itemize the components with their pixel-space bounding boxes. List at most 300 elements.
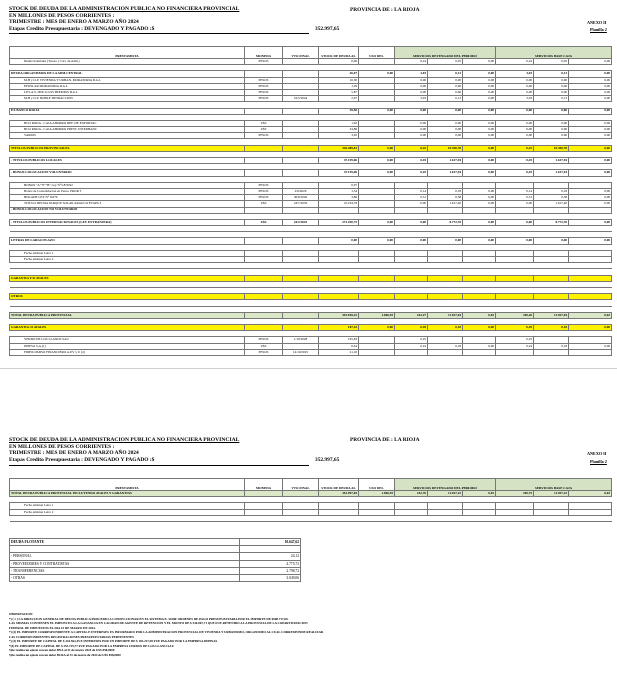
row-cell-stock: 352.997,65 xyxy=(319,491,359,497)
floating-debt-value: 2.798,72 xyxy=(240,567,301,574)
row-label: DIPPSA S.A.(1) xyxy=(10,343,245,349)
row-cell-b: 1.617,94 xyxy=(428,170,463,176)
row-cell-d: 0,49 xyxy=(496,325,534,331)
row-cell-stock: 26,07 xyxy=(319,71,359,77)
row-cell-stock: 352.818,22 xyxy=(319,312,359,318)
row-cell-a: 0,24 xyxy=(395,59,428,65)
row-cell-e: 0,18 xyxy=(534,188,569,194)
row-cell-e: 0,13 xyxy=(534,96,569,102)
row-cell-c: 0,00 xyxy=(463,238,496,244)
row-label: Fecha emision Letra 1 xyxy=(10,250,245,256)
empty-cell xyxy=(463,515,496,521)
observation-line: *) ( 1 ) LA DIRECCION GENERAL DE DEUDA PUBLICA PROCEDIO A CONFECCIONAR EN EL SISTEMA E- SIDIF ORDENES DE PAGO PRESUPUESTARIA POR EL IMPORTE DE $608.717,00. xyxy=(9,616,289,621)
row-label: M.H y O.P. VIVIENDA Y URBAN. MORATORIA D.G.I. xyxy=(10,77,245,83)
row-cell-due: 14/10/2025 xyxy=(283,349,319,355)
row-cell-stock: 273.290,75 xyxy=(319,219,359,225)
row-cell-d: 0,45 xyxy=(496,170,534,176)
row-cell-d: 0,00 xyxy=(496,89,534,95)
row-label: LETRAS DE LARGO PLAZO xyxy=(10,238,245,244)
row-cell-f: 0,00 xyxy=(569,145,612,151)
table-header-row xyxy=(10,47,612,59)
row-cell-e: 0,13 xyxy=(534,71,569,77)
row-cell-b: 0,05 xyxy=(428,59,463,65)
row-label: TOTAL DEUDA PUBLICA PROVINCIAL INCLUYENDO AVALES Y GARANTIAS xyxy=(10,491,245,497)
row-cell-use: 0,00 xyxy=(359,71,395,77)
row-cell-f: 0,00 xyxy=(569,195,612,201)
row-cell-b: 0,13 xyxy=(428,96,463,102)
row-cell-a: 0,00 xyxy=(395,108,428,114)
row-cell-e: 10.390,78 xyxy=(534,145,569,151)
row-cell-stock: 0,44 xyxy=(319,343,359,349)
header-currency-2: MONEDA xyxy=(245,479,283,491)
row-cell-a xyxy=(395,349,428,355)
row-cell-f: 0,00 xyxy=(569,96,612,102)
floating-debt-table xyxy=(9,538,301,582)
row-cell-f: 0,00 xyxy=(569,59,612,65)
row-cell-e: 11.027,04 xyxy=(534,312,569,318)
row-cell-c: 0,00 xyxy=(463,343,496,349)
row-cell-c: 0,00 xyxy=(463,120,496,126)
row-cell-f xyxy=(569,349,612,355)
row-cell-a: 0,00 xyxy=(395,77,428,83)
debt-table xyxy=(9,46,612,356)
row-cell-b: 0,38 xyxy=(428,195,463,201)
row-label: TITULO DEUDA PARQUE SOLAR ARAUCO ETAPA 3 xyxy=(10,201,245,207)
row-cell-stock: 1,34 xyxy=(319,188,359,194)
row-cell-f: 0,00 xyxy=(569,108,612,114)
row-cell-stock: 187,43 xyxy=(319,325,359,331)
title-divider-2 xyxy=(9,465,309,466)
row-label: GARANTIA /O AVALES xyxy=(10,325,245,331)
row-cell-stock: 21,16 xyxy=(319,349,359,355)
header-accrued-services-2: SERVICIOS DEVENGADO DEL PERIODO xyxy=(395,479,496,491)
row-label: GARANTIA Y/O AVALES xyxy=(10,275,245,281)
sheet-label-2: Planilla 2 xyxy=(590,459,607,464)
row-label: YERDO DE LOS LLANOS SAU xyxy=(10,337,245,343)
header-currency: MONEDA xyxy=(245,47,283,59)
currency-subtitle-2: EN MILLONES DE PESOS CORRIENTES : xyxy=(9,444,115,450)
row-cell-f: 0,00 xyxy=(569,89,612,95)
row-cell-f: 0,02 xyxy=(569,312,612,318)
row-cell-f: 0,00 xyxy=(569,77,612,83)
table-header-row-2 xyxy=(10,479,612,491)
empty-cell xyxy=(569,515,612,521)
row-cell-c: 0,00 xyxy=(463,59,496,65)
row-cell-due: 1/10/2028 xyxy=(283,337,319,343)
stage-total: 352.997,65 xyxy=(315,26,340,32)
table-row xyxy=(10,349,612,355)
header-use: USO DEL xyxy=(359,47,395,59)
row-cell-use: 0,00 xyxy=(359,170,395,176)
row-cell-cur: U$S xyxy=(245,201,283,207)
row-cell-f: 0,00 xyxy=(569,170,612,176)
row-cell-d: 0,00 xyxy=(496,120,534,126)
row-cell-use: 0,00 xyxy=(359,238,395,244)
observation-line: 5)Se realiza un ajuste con un dolar BCRA al 31 de marzo de 2024 de U$S 858,0000 xyxy=(9,652,121,657)
row-cell-a: 0,14 xyxy=(395,188,428,194)
row-cell-use: 0,00 xyxy=(359,108,395,114)
row-cell-e: 0,00 xyxy=(534,238,569,244)
row-cell-stock: 0,00 xyxy=(319,238,359,244)
row-cell-b: 0,00 xyxy=(428,238,463,244)
row-cell-b: 11.027,04 xyxy=(428,312,463,318)
row-cell-c: 0,00 xyxy=(463,219,496,225)
row-cell-d xyxy=(496,349,534,355)
row-cell-cur: PESOS xyxy=(245,96,283,102)
row-cell-d: 0,45 xyxy=(496,145,534,151)
empty-cell xyxy=(319,515,359,521)
observation-line: 5)Se realiza un ajuste con un dolar BNA al 31 de marzo 2024 de U$S 858,0000 xyxy=(9,648,115,652)
row-cell-use: 0,00 xyxy=(359,219,395,225)
row-cell-c: 0,00 xyxy=(463,325,496,331)
row-cell-stock: 1,29 xyxy=(319,83,359,89)
row-cell-cur: U$S xyxy=(245,343,283,349)
observations-list xyxy=(9,617,609,658)
row-cell-a: 0,00 xyxy=(395,83,428,89)
row-cell-f: 0,00 xyxy=(569,71,612,77)
stage-total-2: 352.997,65 xyxy=(315,457,340,463)
row-cell-a: 0,00 xyxy=(395,238,428,244)
header-due: VTO FINAL xyxy=(283,47,319,59)
row-label: TOTAL DEUDA PUBLICA PROVINCIAL xyxy=(10,312,245,318)
row-cell-e: 0,00 xyxy=(534,77,569,83)
empty-cell xyxy=(245,515,283,521)
row-label: DEUDA ORGANISMOS DE LA ADM.CENTRAL xyxy=(10,71,245,77)
row-cell-due: 30/6/2026 xyxy=(283,195,319,201)
row-cell-cur: PESOS xyxy=(245,182,283,188)
row-cell-f: 0,00 xyxy=(569,188,612,194)
row-cell-cur: PESOS xyxy=(245,77,283,83)
floating-debt-value: 4.775,72 xyxy=(240,560,301,567)
row-cell-d: 3,03 xyxy=(496,71,534,77)
row-cell-cur: PESOS xyxy=(245,89,283,95)
row-label: VARIOS xyxy=(10,133,245,139)
row-cell-b: 0,00 xyxy=(428,127,463,133)
row-cell-e: 0,00 xyxy=(534,108,569,114)
observations-title: OBSERVACION: xyxy=(9,612,34,616)
row-cell-b xyxy=(428,349,463,355)
floating-debt-title-row xyxy=(10,539,301,546)
floating-debt-row xyxy=(10,553,301,560)
period-subtitle: TRIMESTRE : MES DE ENERO A MARZO AÑO 2024 xyxy=(9,19,139,25)
annex-label-2: ANEXO II xyxy=(587,451,607,456)
header-lender: PRESTAMISTA xyxy=(10,47,245,59)
title-divider xyxy=(9,33,309,34)
row-label: Deuda Salariales (Tesoro y Ctrl. de Adm.) xyxy=(10,59,245,65)
row-cell-a: 0,45 xyxy=(395,145,428,151)
floating-debt-total: 10.647,62 xyxy=(240,539,301,546)
row-cell-a: 0,45 xyxy=(395,158,428,164)
row-cell-cur: PESOS xyxy=(245,133,283,139)
row-cell-stock: 5,87 xyxy=(319,89,359,95)
row-label: BCO RIOJA - CAJA AHORRO PREST. INTERBANC xyxy=(10,127,245,133)
row-cell-a: 0,45 xyxy=(395,170,428,176)
row-cell-e: 0,00 xyxy=(534,89,569,95)
row-cell-cur: PESOS xyxy=(245,337,283,343)
table-row xyxy=(10,515,612,521)
row-cell-b: 0,18 xyxy=(428,188,463,194)
row-cell-b: 0,00 xyxy=(428,120,463,126)
row-cell-e: 0,05 xyxy=(534,59,569,65)
stage-label-2: Etapas Credito Presupuestaria : DEVENGADO Y PAGADO :$ xyxy=(9,457,155,463)
row-cell-f: 0,00 xyxy=(569,343,612,349)
row-cell-a: 0,25 xyxy=(395,337,428,343)
row-cell-a: 242,76 xyxy=(395,491,428,497)
header-lender-2: PRESTAMISTA xyxy=(10,479,245,491)
row-cell-d: 0,00 xyxy=(496,127,534,133)
row-cell-b: 0,18 xyxy=(428,343,463,349)
row-label: TITULOS PUBLICOS PROVINCIALES xyxy=(10,145,245,151)
debt-summary-body xyxy=(10,491,612,522)
row-cell-f: 0,02 xyxy=(569,491,612,497)
row-cell-b: 0,00 xyxy=(428,89,463,95)
header-stock-2: STOCK DE DEUDA AL xyxy=(319,479,359,491)
row-label: M.H y O.P. DOBLE DETRACCION xyxy=(10,96,245,102)
row-cell-c: 0,00 xyxy=(463,145,496,151)
row-cell-e: 11.027,22 xyxy=(534,491,569,497)
row-cell-d: 0,00 xyxy=(496,83,534,89)
row-label: Fecha emision Letra 1 xyxy=(10,503,245,509)
row-cell-b: 10.390,78 xyxy=(428,145,463,151)
row-cell-cur: U$S xyxy=(245,120,283,126)
row-label: - TITULOS PUBLICOS INTERNACIONALES (LEY EXTRANJERA) xyxy=(10,219,245,225)
row-cell-b: 1.617,40 xyxy=(428,201,463,207)
row-cell-b: 0,00 xyxy=(428,83,463,89)
annex-label: ANEXO II xyxy=(587,20,607,25)
empty-cell xyxy=(534,515,569,521)
row-cell-d: 0,00 xyxy=(496,201,534,207)
header-accrued-services: SERVICIOS DEVENGADO DEL PERIODO xyxy=(395,47,496,59)
row-cell-e: 1.617,94 xyxy=(534,158,569,164)
header-use-2: USO DEL xyxy=(359,479,395,491)
row-cell-cur: PESOS xyxy=(245,349,283,355)
floating-debt-label: - PERSONAL xyxy=(10,553,240,560)
row-cell-b: 0,13 xyxy=(428,71,463,77)
row-cell-f: 0,00 xyxy=(569,201,612,207)
row-cell-e: 0,18 xyxy=(534,343,569,349)
row-cell-c: 0,00 xyxy=(463,201,496,207)
row-cell-c: 0,00 xyxy=(463,158,496,164)
row-cell-d: 240,26 xyxy=(496,312,534,318)
empty-cell xyxy=(395,515,428,521)
row-cell-stock: 320.489,81 xyxy=(319,145,359,151)
row-label: Bonos de Consolidacion en Pesos. PROR 3 xyxy=(10,188,245,194)
period-subtitle-2: TRIMESTRE : MES DE ENERO A MARZO AÑO 2024 xyxy=(9,450,139,456)
row-cell-stock: 34,89 xyxy=(319,127,359,133)
floating-debt-title: DEUDA FLOTANTE xyxy=(10,539,240,546)
observation-line: LAS CORRESPONDIENTES REGISTRACIONES PRESUPUESTARIAS PERTINENTES xyxy=(9,634,135,639)
row-cell-due: 24/2/2025 xyxy=(283,219,319,225)
row-cell-e: 8.772,76 xyxy=(534,219,569,225)
row-cell-f: 0,00 xyxy=(569,238,612,244)
empty-cell xyxy=(428,515,463,521)
row-cell-cur: U$S xyxy=(245,219,283,225)
sheet-label: Planilla 2 xyxy=(590,27,607,32)
row-cell-use: 1.066,55 xyxy=(359,312,395,318)
row-cell-cur: PESOS xyxy=(245,59,283,65)
row-cell-d: 0,00 xyxy=(496,77,534,83)
empty-cell xyxy=(496,515,534,521)
row-cell-due: 2/6/2026 xyxy=(283,188,319,194)
row-cell-e: 0,38 xyxy=(534,195,569,201)
row-label: - BONOS COLOCACION NO VOLUNTARIO xyxy=(10,207,245,213)
row-cell-b: 8.772,76 xyxy=(428,219,463,225)
row-cell-d: 3,03 xyxy=(496,96,534,102)
observations xyxy=(9,612,609,657)
page-title-2: STOCK DE DEUDA DE LA ADMINISTRACION PUBLICA NO FINANCIERA PROVINCIAL xyxy=(9,437,240,443)
row-cell-c: 0,00 xyxy=(463,83,496,89)
floating-debt-label xyxy=(10,546,240,553)
row-cell-e: 0,00 xyxy=(534,83,569,89)
row-cell-c: 0,00 xyxy=(463,89,496,95)
observation-line: *) (3) EL IMPORTE DE CAPITAL DE $ 244.562,45 E INTERESES POR UN IMPORTE DE $ 182.217,58 FUE PAGADO POR LA EMPRESA DIPPSAS xyxy=(9,639,218,643)
row-cell-stock: 3,86 xyxy=(319,195,359,201)
row-cell-stock: 47.194,79 xyxy=(319,201,359,207)
row-cell-d: 0,45 xyxy=(496,158,534,164)
page-gap xyxy=(0,368,617,437)
row-cell-f: 0,00 xyxy=(569,127,612,133)
row-cell-use xyxy=(359,349,395,355)
floating-debt-value: 24,12 xyxy=(240,553,301,560)
row-cell-e: 0,00 xyxy=(534,133,569,139)
row-cell-due: 18/7/2032 xyxy=(283,201,319,207)
row-cell-use: 0,00 xyxy=(359,145,395,151)
stage-label: Etapas Credito Presupuestaria : DEVENGADO Y PAGADO :$ xyxy=(9,26,155,32)
row-cell-e: 1.617,40 xyxy=(534,201,569,207)
row-cell-c: 0,02 xyxy=(463,312,496,318)
row-cell-a: 0,00 xyxy=(395,120,428,126)
empty-cell xyxy=(359,515,395,521)
row-cell-c: 0,00 xyxy=(463,127,496,133)
header-due-2: VTO FINAL xyxy=(283,479,319,491)
row-label: Fecha emision Letra 2 xyxy=(10,257,245,263)
row-cell-d: 0,00 xyxy=(496,133,534,139)
row-label: EX BANCO RIOJA xyxy=(10,108,245,114)
row-cell-use: 0,00 xyxy=(359,325,395,331)
row-cell-e: 0,00 xyxy=(534,120,569,126)
row-cell-f: 0,00 xyxy=(569,133,612,139)
floating-debt-row xyxy=(10,567,301,574)
row-cell-a: 0,00 xyxy=(395,201,428,207)
row-cell-stock: 39,56 xyxy=(319,108,359,114)
currency-subtitle: EN MILLONES DE PESOS CORRIENTES : xyxy=(9,13,115,19)
row-cell-cur: PESOS xyxy=(245,188,283,194)
row-cell-f: 0,00 xyxy=(569,219,612,225)
row-cell-stock: 16,30 xyxy=(319,77,359,83)
observation-line: *(4) EL IMPORTE DE CAPITAL DE $ 253.729,77 FUE PAGADO POR LA EMPRESA CERDOS DE LOS LLANO SAU xyxy=(9,643,174,648)
row-cell-due: 16/5/2024 xyxy=(283,96,319,102)
floating-debt-label: - PROVEEDORES Y CONTRATISTAS xyxy=(10,560,240,567)
row-label: OTROS xyxy=(10,294,245,300)
row-cell-e: 1.617,94 xyxy=(534,170,569,176)
row-cell-f: 0,00 xyxy=(569,325,612,331)
row-cell-e: 0,00 xyxy=(534,127,569,133)
floating-debt-row xyxy=(10,574,301,581)
row-cell-b: 1.617,94 xyxy=(428,158,463,164)
row-cell-c: 0,00 xyxy=(463,71,496,77)
page-title: STOCK DE DEUDA DE LA ADMINISTRACION PUBLICA NO FINANCIERA PROVINCIAL xyxy=(9,6,240,12)
row-cell-a: 0,00 xyxy=(395,133,428,139)
row-cell-a: 242,27 xyxy=(395,312,428,318)
row-cell-stock: 47.199,06 xyxy=(319,158,359,164)
floating-debt-value xyxy=(240,546,301,553)
floating-debt-body xyxy=(10,546,301,582)
debt-summary-table xyxy=(9,478,612,522)
header-stock: STOCK DE DEUDA AL xyxy=(319,47,359,59)
floating-debt-label: - OTRAS xyxy=(10,574,240,581)
row-cell-stock: 47.199,06 xyxy=(319,170,359,176)
row-cell-stock: 0,00 xyxy=(319,59,359,65)
floating-debt-label: - TRANSFERENCIAS xyxy=(10,567,240,574)
row-cell-c: 0,02 xyxy=(463,491,496,497)
province-label-2: PROVINCIA DE : LA RIOJA xyxy=(350,437,420,443)
row-cell-c: 0,00 xyxy=(463,77,496,83)
row-label: BOCADE LEY N° 8.679 xyxy=(10,195,245,201)
row-cell-cur: U$S xyxy=(245,127,283,133)
row-cell-stock: 0,07 xyxy=(319,182,359,188)
row-cell-d: 0,25 xyxy=(496,337,534,343)
row-cell-d: 0,31 xyxy=(496,195,534,201)
row-cell-f: 0,00 xyxy=(569,83,612,89)
row-cell-c xyxy=(463,349,496,355)
row-cell-a: 0,00 xyxy=(395,127,428,133)
row-cell-e xyxy=(534,349,569,355)
observation-line: LAS MISMAS CONTIENEN EL IMPUESTO A LA GANANCIA EN CALIDAD DE AGENTE DE RETENCION Y EL MONTO DE $ 530.067,71 QUE FUE RETENIDO A LA PROVINCIA DE LA COPARTICIPACION xyxy=(9,621,308,625)
row-cell-d: 0,00 xyxy=(496,108,534,114)
row-cell-use: 0,00 xyxy=(359,158,395,164)
floating-debt-row xyxy=(10,546,301,553)
row-label: FIDEICOMISO FINANCIERO A.P.V y U (2) xyxy=(10,349,245,355)
row-cell-stock: 165,83 xyxy=(319,337,359,343)
row-cell-c: 0,00 xyxy=(463,96,496,102)
row-cell-a: 0,49 xyxy=(395,325,428,331)
row-cell-a: 3,03 xyxy=(395,71,428,77)
header-cash-services: SERVICIOS BASE CAJA xyxy=(496,47,612,59)
row-cell-b: 0,00 xyxy=(428,108,463,114)
row-cell-a: 0,31 xyxy=(395,195,428,201)
row-cell-c: 0,00 xyxy=(463,133,496,139)
row-cell-c: 0,00 xyxy=(463,195,496,201)
row-cell-d: 240,75 xyxy=(496,491,534,497)
row-cell-d: 0,24 xyxy=(496,343,534,349)
row-cell-use: 1.066,55 xyxy=(359,491,395,497)
row-cell-b: 0,00 xyxy=(428,133,463,139)
floating-debt-value: 3.049,06 xyxy=(240,574,301,581)
row-cell-c: 0,00 xyxy=(463,108,496,114)
row-cell-b: 11.027,22 xyxy=(428,491,463,497)
row-cell-b: 0,00 xyxy=(428,77,463,83)
row-label: BONOS "A""E""B" Ley N°5.876/92 xyxy=(10,182,245,188)
observation-line: FEDERAL DE IMPUESTOS EL DIA 15 DE MARZO DE 2024. xyxy=(9,625,96,630)
row-label: BCO RIOJA - CAJA AHORRO REF. DE EXPORTAC xyxy=(10,120,245,126)
empty-cell xyxy=(10,515,245,521)
row-cell-a: 0,24 xyxy=(395,343,428,349)
row-cell-a: 0,00 xyxy=(395,89,428,95)
row-label: - BONOS COLOCACION VOLUNTARIO xyxy=(10,170,245,176)
row-label: I.P.S.A.S. IMP. A LOS PREMIOS D.G.I. xyxy=(10,89,245,95)
row-cell-c: 0,00 xyxy=(463,188,496,194)
row-cell-d: 0,14 xyxy=(496,188,534,194)
row-label: EPOSLAR MORATORIA D.G.I. xyxy=(10,83,245,89)
row-cell-f: 0,00 xyxy=(569,158,612,164)
row-cell-a: 3,03 xyxy=(395,96,428,102)
row-cell-b: 0,18 xyxy=(428,325,463,331)
row-cell-c: 0,00 xyxy=(463,170,496,176)
empty-cell xyxy=(283,515,319,521)
province-label: PROVINCIA DE : LA RIOJA xyxy=(350,7,420,13)
row-cell-d: 0,24 xyxy=(496,59,534,65)
report-page-2 xyxy=(0,436,617,680)
